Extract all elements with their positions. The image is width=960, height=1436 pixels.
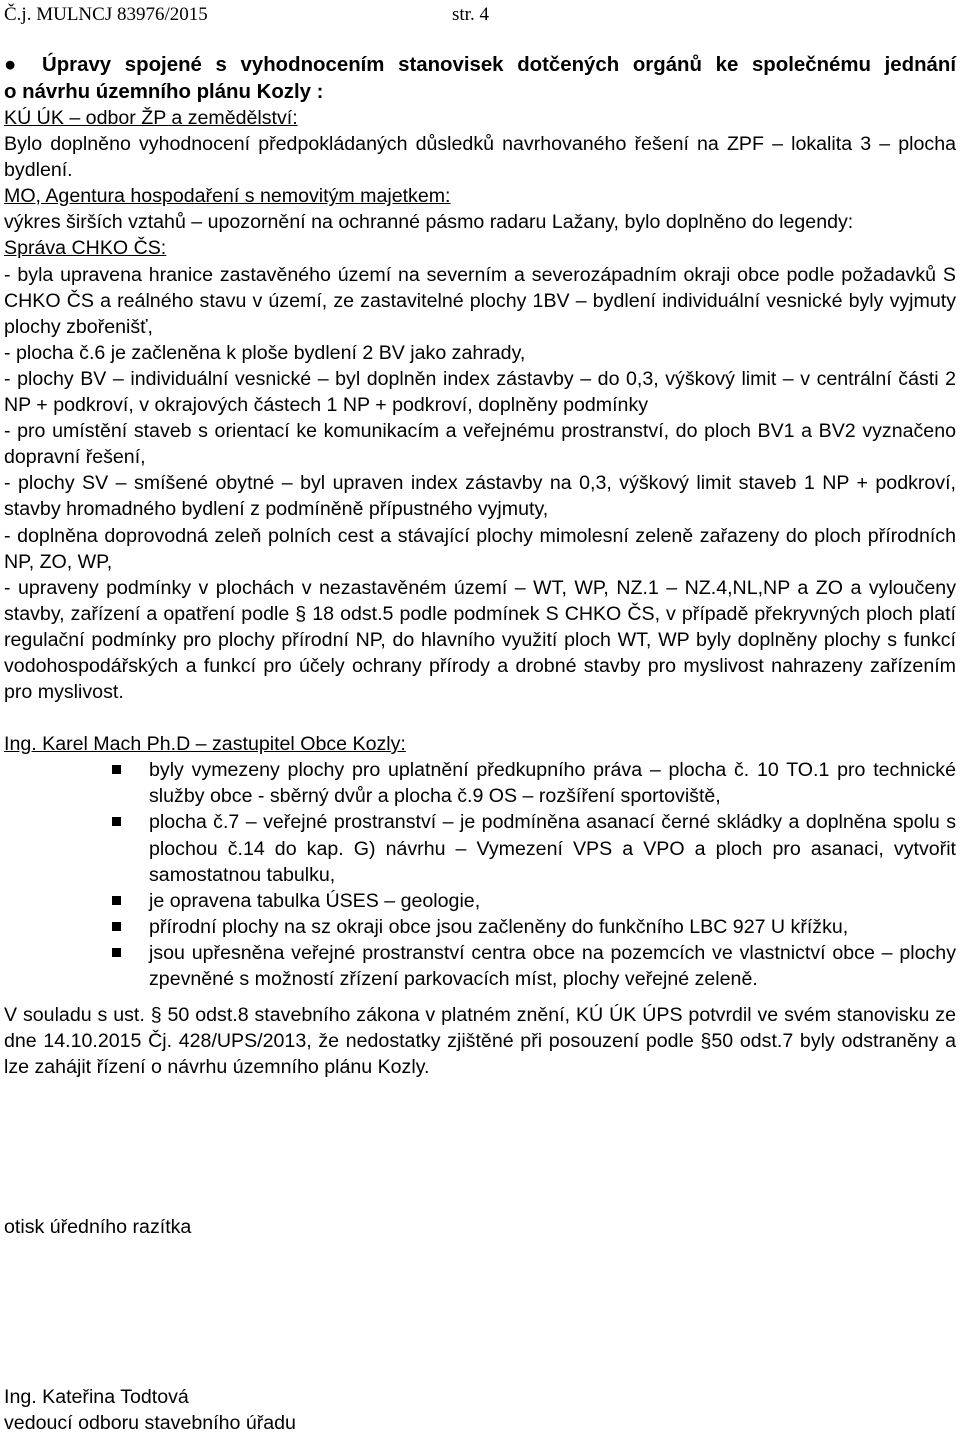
square-bullet-icon [112,817,121,826]
square-bullet-icon [112,948,121,957]
list-item: jsou upřesněna veřejné prostranství centra obce na pozemcích ve vlastnictví obce – plochy zpevněné s možností zřízení parkovacích míst, plochy veřejné zeleně. [4,940,956,992]
chko-item: - doplněna doprovodná zeleň polních cest a stávající plochy mimolesní zeleně zařazeny do ploch přírodních NP, ZO, WP, [4,524,956,573]
document-reference: Č.j. MULNCJ 83976/2015 [4,4,208,25]
list-item: byly vymezeny plochy pro uplatnění předkupního práva – plocha č. 10 TO.1 pro technické služby obce - sběrný dvůr a plocha č.9 OS – rozšíření sportoviště, [4,757,956,809]
list-item: přírodní plochy na sz okraji obce jsou začleněny do funkčního LBC 927 U křížku, [4,914,956,940]
chko-item: - plochy SV – smíšené obytné – byl upraven index zástavby na 0,3, výškový limit staveb 1 NP + podkroví, stavby hromadného bydlení z podmíněně přípustného vyjmuty, [4,472,956,521]
square-bullet-icon [112,922,121,931]
chko-item: - upraveny podmínky v plochách v nezastavěném území – WT, WP, NZ.1 – NZ.4,NL,NP a ZO a vyloučeny stavby, zařízení a opatření podle § 18 odst.5 podle podmínek S CHKO ČS, v případě překryvných ploch platí regulační podmínky pro plochy přírodní NP, do hlavního využití ploch WT, WP byly doplněny plochy s funkcí vodohospodářských a funkcí pro účely ochrany přírody a drobné stavby pro myslivost nahrazeny zařízením pro myslivost. [4,576,956,704]
conclusion-text: V souladu s ust. § 50 odst.8 stavebního zákona v platném znění, KÚ ÚK ÚPS potvrdil ve svém stanovisku ze dne 14.10.2015 Čj. 428/UPS/2013, že nedostatky zjištěné při posouzení podle §50 odst.7 byly odstraněny a lze zahájit řízení o návrhu územního plánu Kozly. [4,1004,956,1079]
chko-item: - plochy BV – individuální vesnické – byl doplněn index zástavby – do 0,3, výškový limit – v centrální části 2 NP + podkroví, v okrajových částech 1 NP + podkroví, doplněny podmínky [4,367,956,417]
chko-label: Správa CHKO ČS: [4,237,167,260]
signature-block [4,1384,296,1436]
section-heading-line2: o návrhu územního plánu Kozly : [4,80,324,103]
stamp-placeholder: otisk úředního razítka [4,1216,192,1238]
document-body [4,52,956,1080]
ku-label: KÚ ÚK – odbor ŽP a zemědělství: [4,107,298,129]
square-bullet-icon [112,896,121,905]
bullet-icon: ● [4,54,17,76]
list-item: plocha č.7 – veřejné prostranství – je podmíněna asanací černé skládky a doplněna spolu s plochou č.14 do kap. G) návrhu – Vymezení VPS a VPO a ploch pro asanaci, vytvořit samostatnou tabulku, [4,809,956,887]
page-number: str. 4 [452,4,489,25]
mach-label: Ing. Karel Mach Ph.D – zastupitel Obce Kozly: [4,733,406,756]
signatory-name: Ing. Kateřina Todtová [4,1386,189,1408]
section-heading-line1: ● Úpravy spojené s vyhodnocením stanovisek dotčených orgánů ke společnému jednání [4,52,956,79]
mo-label: MO, Agentura hospodaření s nemovitým majetkem: [4,185,451,208]
chko-item: - byla upravena hranice zastavěného území na severním a severozápadním okraji obce podle požadavků S CHKO ČS a reálného stavu v území, ze zastavitelné plochy 1BV – bydlení individuální vesnické byly vyjmuty plochy zbořenišť, [4,263,956,338]
mach-list [4,757,956,992]
spacer [4,992,956,1002]
chko-item: - pro umístění staveb s orientací ke komunikacím a veřejnému prostranství, do ploch BV1 a BV2 vyznačeno dopravní řešení, [4,420,956,469]
signatory-role: vedoucí odboru stavebního úřadu [4,1412,296,1434]
chko-item: - plocha č.6 je začleněna k ploše bydlení 2 BV jako zahrady, [4,341,526,364]
mo-text: výkres širších vztahů – upozornění na ochranné pásmo radaru Lažany, bylo doplněno do legendy: [4,211,854,234]
spacer [4,705,956,731]
ku-text: Bylo doplněno vyhodnocení předpokládaných důsledků navrhovaného řešení na ZPF – lokalita 3 – plocha bydlení. [4,133,956,182]
square-bullet-icon [112,765,121,774]
list-item: je opravena tabulka ÚSES – geologie, [4,888,956,914]
